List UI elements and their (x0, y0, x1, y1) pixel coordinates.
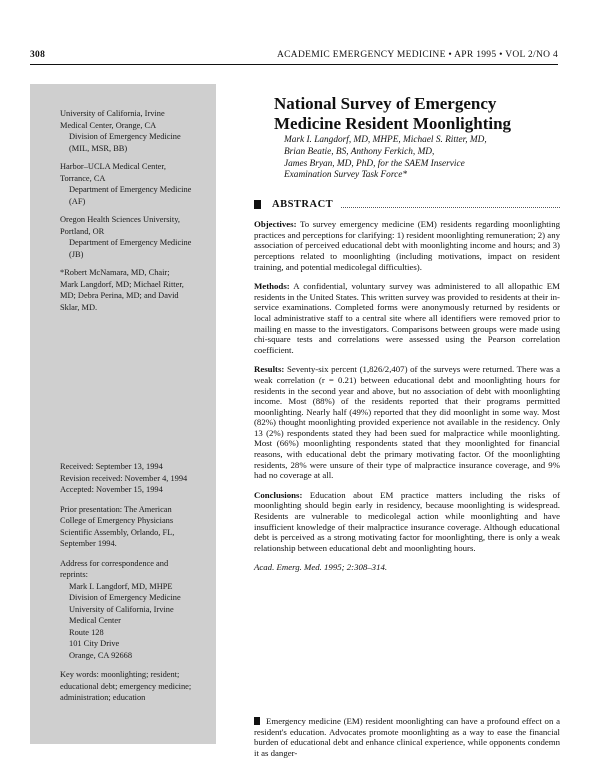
presentation-line: Prior presentation: The American (60, 504, 172, 514)
affiliation-irvine (60, 108, 208, 154)
article-main (254, 94, 560, 572)
correspondence-address (60, 558, 208, 662)
note-line: Mark Langdorf, MD; Michael Ritter, (60, 279, 184, 289)
prior-presentation (60, 504, 208, 550)
keywords-line: administration; education (60, 693, 146, 702)
note-line: Sklar, MD. (60, 302, 98, 312)
methods-label: Methods: (254, 281, 290, 292)
section-marker-icon (254, 717, 260, 725)
address-line: Orange, CA 92668 (69, 650, 133, 660)
abstract-heading (254, 199, 560, 210)
intro-paragraph (254, 716, 560, 758)
affiliation-department: Department of Emergency Medicine (69, 238, 192, 247)
note-line: *Robert McNamara, MD, Chair; (60, 268, 170, 277)
intro-text: Emergency medicine (EM) resident moonlighting can have a profound effect on a resident's education. Advocates promote moonlighting as a way to ease the financial burden of educational debt and enhance clinical experience, while opponents condemn it as danger- (254, 716, 560, 758)
page-number: 308 (30, 50, 46, 60)
abstract-conclusions (254, 490, 560, 554)
affiliation-line: Torrance, CA (60, 173, 106, 183)
abstract-heading-text: ABSTRACT (272, 199, 334, 211)
objectives-label: Objectives: (254, 219, 297, 230)
presentation-line: Scientific Assembly, Orlando, FL, (60, 527, 175, 537)
dotted-rule (341, 207, 560, 208)
methods-text: A confidential, voluntary survey was administered to all allopathic EM residents in the United States. This written survey was provided to residents at their in-service examinations. Completed forms were anonymously returned by residents or local administrative staff to a central site where all identifiers were removed prior to mailing en masse to the investigators. Comparisons between groups were made using chi-square tests and correlations were assessed using the Pearson correlation coefficient. (254, 281, 560, 355)
affiliation-initials: (MIL, MSR, BB) (69, 143, 128, 153)
affiliation-line: Oregon Health Sciences University, (60, 215, 180, 224)
presentation-line: September 1994. (60, 539, 117, 548)
author-list (254, 135, 560, 182)
affiliation-department: Department of Emergency Medicine (69, 185, 192, 194)
article-title: National Survey of Emergency Medicine Resident Moonlighting (274, 94, 512, 133)
accepted-date: Accepted: November 15, 1994 (60, 485, 163, 494)
affiliation-initials: (AF) (69, 196, 86, 206)
conclusions-text: Education about EM practice matters including the risks of moonlighting should begin early in residency, because moonlighting is widespread. Residents are vulnerable to medicolegal action while moonlighting and have insufficient knowledge of their malpractice insurance coverage. Although educational debt is perceived as a strong motivating factor for moonlighting, there is only a weak relationship between educational debt and moonlighting hours. (254, 489, 560, 553)
key-words (60, 669, 208, 704)
keywords-line: educational debt; emergency medicine; (60, 681, 192, 691)
affiliation-oregon (60, 214, 208, 260)
conclusions-label: Conclusions: (254, 489, 303, 500)
address-line: University of California, Irvine (69, 604, 174, 614)
abstract-methods (254, 281, 560, 355)
address-line: Division of Emergency Medicine (69, 593, 181, 602)
abstract-objectives (254, 219, 560, 272)
correspondence-label: Address for correspondence and (60, 558, 169, 568)
correspondence-label: reprints: (60, 570, 88, 579)
affiliation-line: Portland, OR (60, 226, 105, 236)
affiliation-harbor-ucla (60, 161, 208, 207)
address-line: 101 City Drive (69, 639, 120, 648)
running-header (30, 50, 558, 65)
address-line: Mark I. Langdorf, MD, MHPE (69, 581, 173, 591)
affiliation-department: Division of Emergency Medicine (69, 132, 181, 141)
task-force-note (60, 267, 208, 313)
author-line: James Bryan, MD, PhD, for the SAEM Inservice (284, 158, 465, 169)
received-date: Received: September 13, 1994 (60, 462, 163, 471)
results-label: Results: (254, 364, 285, 375)
author-line: Mark I. Langdorf, MD, MHPE, Michael S. Ritter, MD, (284, 135, 487, 145)
citation: Acad. Emerg. Med. 1995; 2:308–314. (254, 562, 388, 573)
running-title: ACADEMIC EMERGENCY MEDICINE • APR 1995 • VOL 2/NO 4 (276, 50, 558, 60)
presentation-line: College of Emergency Physicians (60, 516, 174, 525)
address-line: Medical Center (69, 616, 121, 625)
affiliation-initials: (JB) (69, 249, 84, 259)
affiliation-line: Harbor–UCLA Medical Center, (60, 162, 166, 171)
address-line: Route 128 (69, 627, 104, 637)
keywords-line: Key words: moonlighting; resident; (60, 670, 180, 679)
note-line: MD; Debra Perina, MD; and David (60, 291, 179, 300)
manuscript-dates (60, 461, 208, 496)
affiliation-line: Medical Center, Orange, CA (60, 120, 157, 130)
sidebar-panel (30, 84, 216, 744)
affiliation-line: University of California, Irvine (60, 109, 165, 118)
revision-date: Revision received: November 4, 1994 (60, 473, 188, 483)
section-marker-icon (254, 200, 261, 209)
objectives-text: To survey emergency medicine (EM) residents regarding moonlighting practices and perceptions for clarifying: 1) resident moonlighting remuneration; 2) any association of perceived educational debt with moonlighting income and hours; and 3) perceptions related to moonlighting (including motivations, impact on resident training, and potential medicolegal difficulties). (254, 219, 560, 272)
abstract-results (254, 364, 560, 481)
results-text: Seventy-six percent (1,826/2,407) of the surveys were returned. There was a weak correlation (r = 0.21) between educational debt and moonlighting hours for residents in the second year and above, but no association of debt with moonlighting income. Most (88%) of the residents reported that their programs permitted moonlighting. Nearly half (49%) reported that they did moonlight in some way. Most (82%) thought moonlighting provided experience not available in the residency. Only 13 (2%) respondents stated they had been sued for malpractice while moonlighting. Most (66%) moonlighting respondents stated that they moonlighted for financial reasons, with educational debt the primary motivating factor. Of the moonlighting residents, 28% were unsure of their type of malpractice insurance coverage, and 9% had no coverage at all. (254, 364, 561, 481)
author-line: Brian Beatie, BS, Anthony Ferkich, MD, (284, 146, 435, 157)
author-line: Examination Survey Task Force* (284, 170, 407, 181)
